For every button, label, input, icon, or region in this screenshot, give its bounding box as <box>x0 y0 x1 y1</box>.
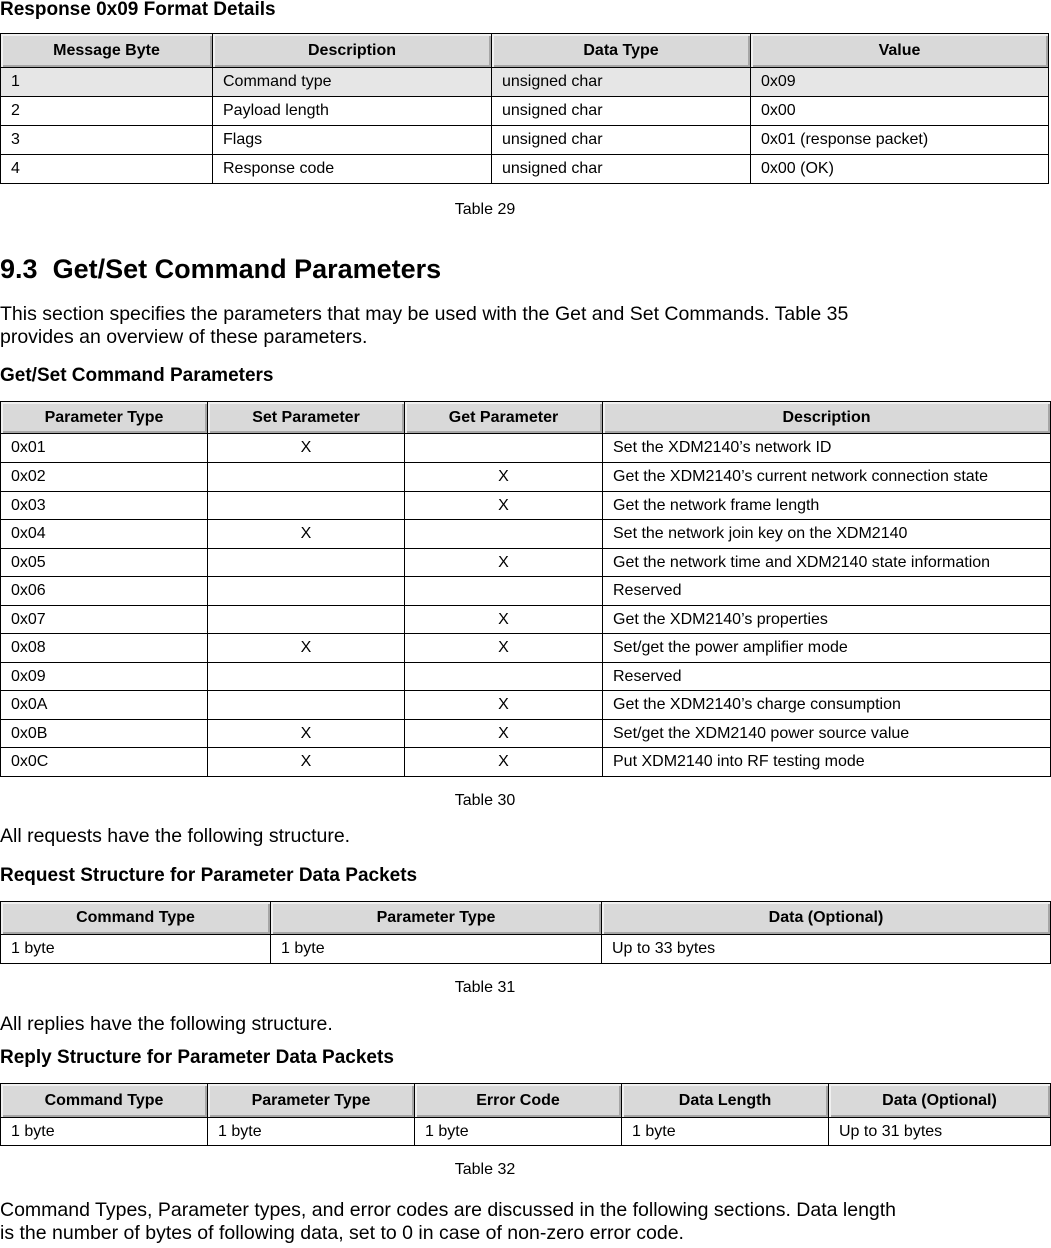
column-header: Parameter Type <box>1 402 208 434</box>
table-cell <box>208 606 405 634</box>
table-32-title: Reply Structure for Parameter Data Packets <box>0 1047 394 1068</box>
table-row <box>1 126 1049 155</box>
table-cell: Payload length <box>213 97 492 126</box>
table-32 <box>0 1083 1051 1146</box>
table-cell: Response code <box>213 155 492 184</box>
table-cell: 0x07 <box>1 606 208 634</box>
column-header: Data (Optional) <box>829 1084 1051 1118</box>
table-cell: 2 <box>1 97 213 126</box>
table-29-caption: Table 29 <box>454 201 516 218</box>
table-cell: Flags <box>213 126 492 155</box>
table-row <box>1 492 1051 520</box>
table-cell: 0x06 <box>1 577 208 606</box>
table-header-row <box>1 902 1051 935</box>
column-header: Data Type <box>492 34 751 68</box>
table-cell: X <box>405 634 603 663</box>
column-header: Description <box>213 34 492 68</box>
table-cell <box>405 663 603 691</box>
table-header-row <box>1 1084 1051 1118</box>
requests-paragraph: All requests have the following structure. <box>0 825 351 847</box>
table-cell: X <box>208 520 405 549</box>
table-cell: X <box>405 720 603 748</box>
table-row <box>1 935 1051 964</box>
table-cell: unsigned char <box>492 126 751 155</box>
replies-paragraph: All replies have the following structure. <box>0 1013 333 1035</box>
table-cell: X <box>405 463 603 492</box>
table-cell: Put XDM2140 into RF testing mode <box>603 748 1051 777</box>
table-row <box>1 720 1051 748</box>
table-cell: Up to 33 bytes <box>602 935 1051 964</box>
table-cell: 0x00 (OK) <box>751 155 1049 184</box>
table-cell <box>405 577 603 606</box>
table-30-title: Get/Set Command Parameters <box>0 365 274 386</box>
table-cell: X <box>208 720 405 748</box>
column-header: Parameter Type <box>271 902 602 935</box>
table-header-row <box>1 34 1049 68</box>
table-row <box>1 97 1049 126</box>
column-header: Data Length <box>622 1084 829 1118</box>
table-cell: 0x01 <box>1 434 208 463</box>
column-header: Message Byte <box>1 34 213 68</box>
table-cell: unsigned char <box>492 155 751 184</box>
section-heading <box>0 254 441 285</box>
table-cell: Reserved <box>603 663 1051 691</box>
table-row <box>1 463 1051 492</box>
table-cell: 1 byte <box>208 1118 415 1146</box>
table-30 <box>0 401 1051 777</box>
table-cell: Reserved <box>603 577 1051 606</box>
table-row <box>1 549 1051 577</box>
table-cell: 0x04 <box>1 520 208 549</box>
table-header-row <box>1 402 1051 434</box>
table-row <box>1 634 1051 663</box>
table-cell: 0x02 <box>1 463 208 492</box>
column-header: Description <box>603 402 1051 434</box>
table-31 <box>0 901 1051 964</box>
column-header: Value <box>751 34 1049 68</box>
table-cell: Set the XDM2140’s network ID <box>603 434 1051 463</box>
table-cell: 4 <box>1 155 213 184</box>
table-cell: 1 byte <box>622 1118 829 1146</box>
table-cell: 0x09 <box>1 663 208 691</box>
table-cell: Set the network join key on the XDM2140 <box>603 520 1051 549</box>
table-row <box>1 434 1051 463</box>
table-cell: 0x09 <box>751 68 1049 97</box>
intro-line-1: This section specifies the parameters that may be used with the Get and Set Commands. Table 35 <box>0 303 849 325</box>
table-cell: 1 byte <box>1 1118 208 1146</box>
closing-line-2: is the number of bytes of following data, set to 0 in case of non-zero error code. <box>0 1222 684 1244</box>
table-row <box>1 748 1051 777</box>
table-cell: X <box>208 634 405 663</box>
column-header: Data (Optional) <box>602 902 1051 935</box>
table-cell: X <box>405 691 603 720</box>
table-cell: Get the XDM2140’s current network connection state <box>603 463 1051 492</box>
column-header: Error Code <box>415 1084 622 1118</box>
table-cell <box>208 549 405 577</box>
table-cell: 1 byte <box>415 1118 622 1146</box>
table-cell: Set/get the XDM2140 power source value <box>603 720 1051 748</box>
table-30-caption: Table 30 <box>454 792 516 809</box>
table-cell: Set/get the power amplifier mode <box>603 634 1051 663</box>
table-row <box>1 663 1051 691</box>
column-header: Get Parameter <box>405 402 603 434</box>
table-29-title: Response 0x09 Format Details <box>0 0 276 20</box>
table-row <box>1 68 1049 97</box>
table-cell: Get the network time and XDM2140 state information <box>603 549 1051 577</box>
table-cell: 3 <box>1 126 213 155</box>
table-row <box>1 577 1051 606</box>
table-row <box>1 155 1049 184</box>
table-cell: Up to 31 bytes <box>829 1118 1051 1146</box>
column-header: Set Parameter <box>208 402 405 434</box>
section-title: Get/Set Command Parameters <box>52 254 442 284</box>
column-header: Command Type <box>1 1084 208 1118</box>
table-cell: 0x03 <box>1 492 208 520</box>
intro-line-2: provides an overview of these parameters. <box>0 326 368 348</box>
table-row <box>1 520 1051 549</box>
table-cell: X <box>405 549 603 577</box>
table-cell: 0x0B <box>1 720 208 748</box>
closing-line-1: Command Types, Parameter types, and error codes are discussed in the following sections. Data length <box>0 1199 897 1221</box>
table-cell <box>208 492 405 520</box>
table-cell: Get the XDM2140’s charge consumption <box>603 691 1051 720</box>
table-31-caption: Table 31 <box>454 979 516 996</box>
table-cell <box>405 520 603 549</box>
table-row <box>1 606 1051 634</box>
table-cell: X <box>405 748 603 777</box>
table-cell <box>405 434 603 463</box>
table-cell <box>208 463 405 492</box>
section-number: 9.3 <box>0 254 38 284</box>
table-cell: Get the XDM2140’s properties <box>603 606 1051 634</box>
table-cell <box>208 691 405 720</box>
table-cell: X <box>208 748 405 777</box>
column-header: Command Type <box>1 902 271 935</box>
table-29 <box>0 33 1049 184</box>
table-cell <box>208 663 405 691</box>
table-cell: unsigned char <box>492 97 751 126</box>
table-cell: X <box>405 606 603 634</box>
table-cell: 1 byte <box>1 935 271 964</box>
table-32-caption: Table 32 <box>454 1161 516 1178</box>
table-31-title: Request Structure for Parameter Data Packets <box>0 865 418 886</box>
table-cell: unsigned char <box>492 68 751 97</box>
table-cell: 1 byte <box>271 935 602 964</box>
table-cell: 1 <box>1 68 213 97</box>
table-cell: 0x0C <box>1 748 208 777</box>
table-cell: 0x0A <box>1 691 208 720</box>
table-cell: Command type <box>213 68 492 97</box>
column-header: Parameter Type <box>208 1084 415 1118</box>
table-cell: Get the network frame length <box>603 492 1051 520</box>
table-cell: 0x05 <box>1 549 208 577</box>
table-cell: 0x08 <box>1 634 208 663</box>
table-cell: 0x00 <box>751 97 1049 126</box>
table-cell: X <box>405 492 603 520</box>
table-cell: X <box>208 434 405 463</box>
table-cell <box>208 577 405 606</box>
table-row <box>1 691 1051 720</box>
table-row <box>1 1118 1051 1146</box>
table-cell: 0x01 (response packet) <box>751 126 1049 155</box>
